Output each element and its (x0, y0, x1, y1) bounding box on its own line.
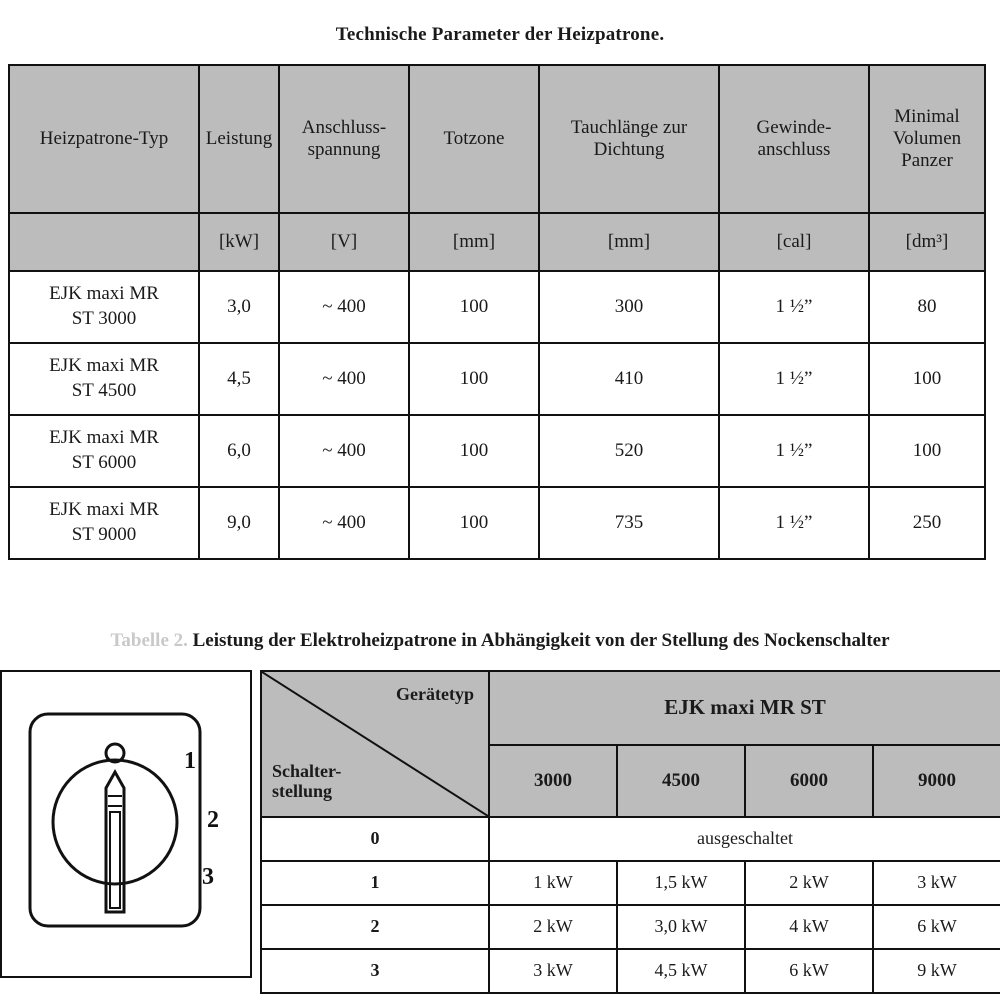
table1-cell-type-line2: ST 3000 (71, 308, 137, 329)
table1-cell-deadzone: 100 (409, 415, 539, 487)
technical-parameters-table-wrapper (8, 64, 984, 560)
table2-model-9000: 9000 (873, 745, 1000, 817)
table2-model-6000: 6000 (745, 745, 873, 817)
table1-cell-thread-connection: 1 ½” (719, 343, 869, 415)
table-row (261, 905, 1000, 949)
table2-corner-label-switchposition (272, 761, 341, 802)
table1-cell-type-line1: EJK maxi MR (49, 283, 159, 305)
table2-value-3000: 2 kW (489, 905, 617, 949)
table1-cell-power: 3,0 (199, 271, 279, 343)
table2-model-3000: 3000 (489, 745, 617, 817)
table1-cell-power: 6,0 (199, 415, 279, 487)
table1-cell-power: 9,0 (199, 487, 279, 559)
cam-switch-diagram (0, 670, 252, 978)
table1-cell-voltage: ~ 400 (279, 415, 409, 487)
table1-cell-immersion-length: 520 (539, 415, 719, 487)
table1-cell-type-line1: EJK maxi MR (49, 427, 159, 449)
table2-title-prefix: Tabelle 2. (110, 630, 188, 651)
switch-position-label-1: 1 (184, 748, 196, 774)
table1-cell-type-line1: EJK maxi MR (49, 355, 159, 377)
table2-position: 1 (261, 861, 489, 905)
table2-value-4500: 3,0 kW (617, 905, 745, 949)
table1-cell-thread-connection: 1 ½” (719, 487, 869, 559)
table-row (261, 817, 1000, 861)
table1-cell-immersion-length: 410 (539, 343, 719, 415)
table1-cell-min-volume: 250 (869, 487, 985, 559)
table1-unit-thread-connection: [cal] (719, 213, 869, 271)
table-row (9, 415, 985, 487)
table1-cell-power: 4,5 (199, 343, 279, 415)
table1-header-thread-connection: Gewinde-anschluss (719, 65, 869, 213)
table1-cell-min-volume: 100 (869, 415, 985, 487)
table2-title (0, 630, 1000, 652)
table1-cell-type-line2: ST 4500 (71, 380, 137, 401)
table1-cell-thread-connection: 1 ½” (719, 271, 869, 343)
table2-value-6000: 4 kW (745, 905, 873, 949)
table1-cell-type (9, 415, 199, 487)
table1-cell-type (9, 271, 199, 343)
table2-title-text: Leistung der Elektroheizpatrone in Abhängigkeit von der Stellung des Nockenschalter (192, 630, 890, 651)
table1-header-min-volume: Minimal Volumen Panzer (869, 65, 985, 213)
table-row (261, 949, 1000, 993)
table1-unit-deadzone: [mm] (409, 213, 539, 271)
table2-value-off: ausgeschaltet (489, 817, 1000, 861)
table1-header-power: Leistung (199, 65, 279, 213)
table1-cell-type-line2: ST 6000 (71, 452, 137, 473)
table2-value-9000: 9 kW (873, 949, 1000, 993)
table1-cell-min-volume: 100 (869, 343, 985, 415)
table1-header-voltage: Anschluss-spannung (279, 65, 409, 213)
table1-header-immersion-length: Tauchlänge zur Dichtung (539, 65, 719, 213)
power-by-switch-position-table-wrapper (260, 670, 1000, 994)
table1-cell-thread-connection: 1 ½” (719, 415, 869, 487)
table2-model-4500: 4500 (617, 745, 745, 817)
table1-cell-type-line1: EJK maxi MR (49, 499, 159, 521)
cam-switch-illustration (2, 672, 250, 976)
table2-value-6000: 6 kW (745, 949, 873, 993)
table2-position: 2 (261, 905, 489, 949)
table2-header-row-family (261, 671, 1000, 745)
table1-cell-immersion-length: 735 (539, 487, 719, 559)
table1-header-type: Heizpatrone-Typ (9, 65, 199, 213)
table2-position: 3 (261, 949, 489, 993)
table1-unit-power: [kW] (199, 213, 279, 271)
table-row (9, 487, 985, 559)
table-row (9, 271, 985, 343)
table1-cell-voltage: ~ 400 (279, 487, 409, 559)
table2-corner-label-line1: Schalter- (272, 760, 342, 781)
table2-value-3000: 3 kW (489, 949, 617, 993)
table1-cell-type-line2: ST 9000 (71, 524, 137, 545)
table1-header-row (9, 65, 985, 213)
table1-cell-deadzone: 100 (409, 343, 539, 415)
table2-device-family: EJK maxi MR ST (489, 671, 1000, 745)
table-row (261, 861, 1000, 905)
table2-position: 0 (261, 817, 489, 861)
table2-value-9000: 6 kW (873, 905, 1000, 949)
table2-corner-label-line2: stellung (272, 781, 333, 802)
table1-unit-min-volume: [dm³] (869, 213, 985, 271)
table2-value-9000: 3 kW (873, 861, 1000, 905)
table1-cell-voltage: ~ 400 (279, 271, 409, 343)
table1-title: Technische Parameter der Heizpatrone. (335, 24, 665, 45)
table-row (9, 343, 985, 415)
table1-header-deadzone: Totzone (409, 65, 539, 213)
table2-corner-label-devicetype: Gerätetyp (396, 684, 474, 704)
switch-position-label-2: 2 (207, 807, 219, 833)
table1-unit-immersion-length: [mm] (539, 213, 719, 271)
table2-value-3000: 1 kW (489, 861, 617, 905)
table1-cell-immersion-length: 300 (539, 271, 719, 343)
table1-unit-voltage: [V] (279, 213, 409, 271)
table1-cell-deadzone: 100 (409, 487, 539, 559)
table2-value-4500: 1,5 kW (617, 861, 745, 905)
table1-cell-voltage: ~ 400 (279, 343, 409, 415)
table1-unit-type (9, 213, 199, 271)
table1-units-row (9, 213, 985, 271)
table1-cell-type (9, 487, 199, 559)
switch-position-label-3: 3 (202, 864, 214, 890)
technical-parameters-table (8, 64, 986, 560)
table2-value-4500: 4,5 kW (617, 949, 745, 993)
power-by-switch-position-table (260, 670, 1000, 994)
table1-cell-min-volume: 80 (869, 271, 985, 343)
table2-corner-cell (261, 671, 489, 817)
table1-cell-type (9, 343, 199, 415)
table1-cell-deadzone: 100 (409, 271, 539, 343)
table2-value-6000: 2 kW (745, 861, 873, 905)
switch-power-section (0, 670, 1000, 994)
